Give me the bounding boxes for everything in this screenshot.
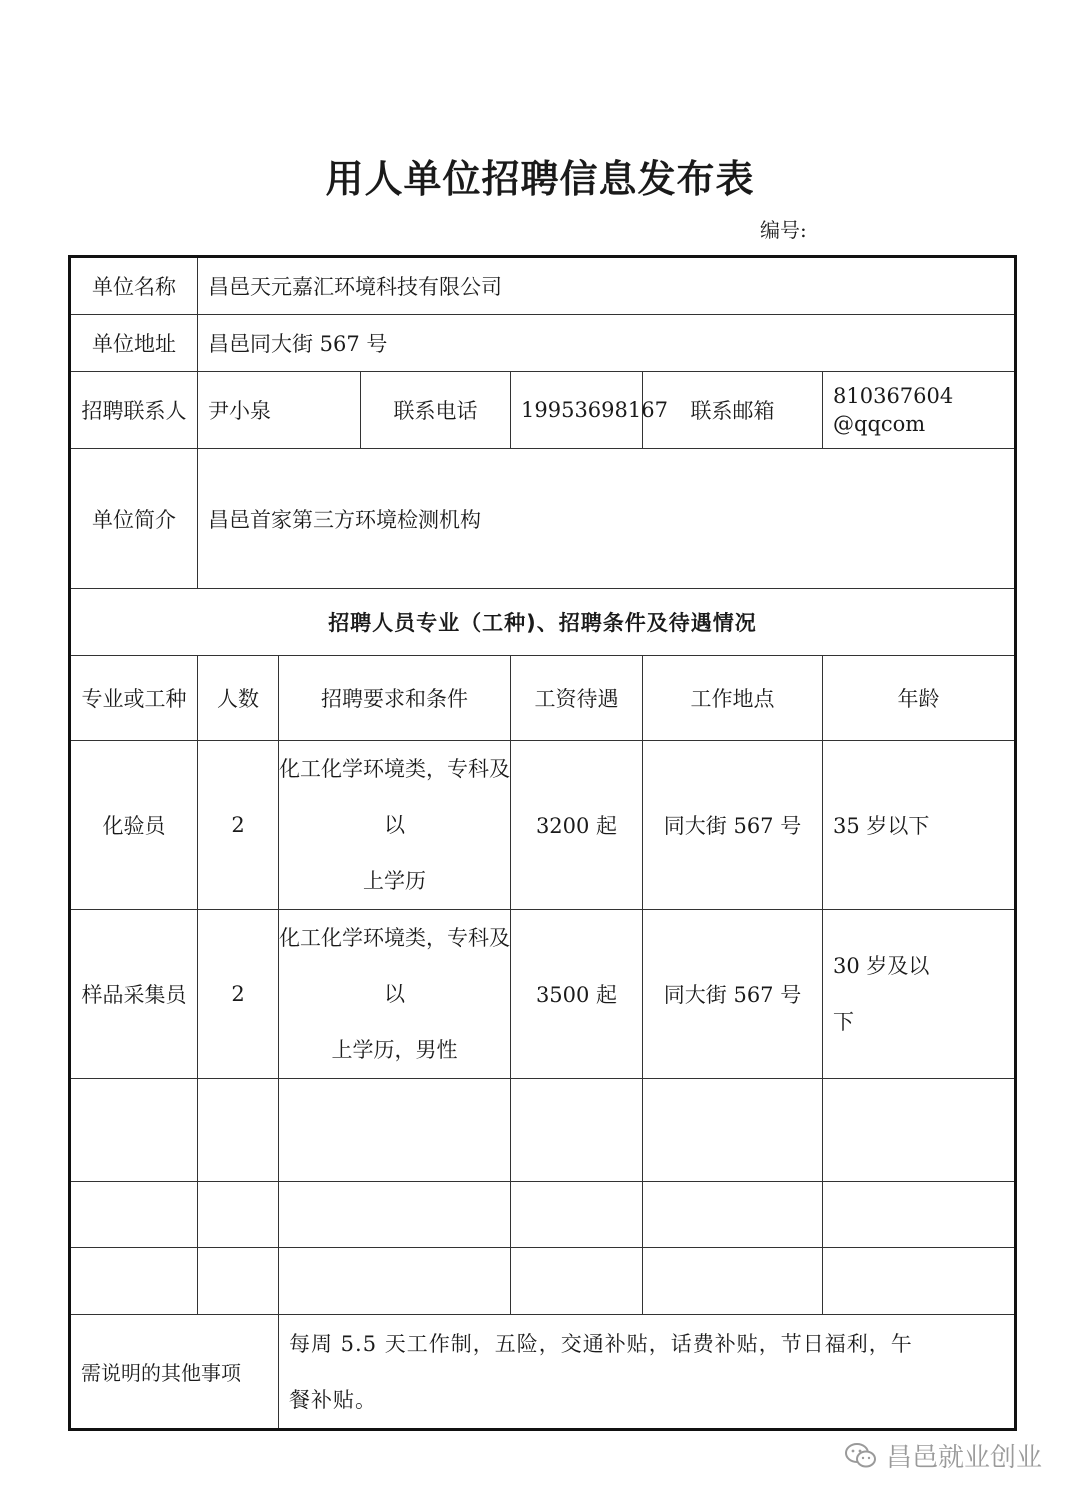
notes-row	[70, 1315, 1016, 1430]
empty-cell	[70, 1248, 198, 1315]
company-intro-label: 单位简介	[70, 449, 198, 589]
empty-cell	[823, 1079, 1016, 1182]
company-intro-value: 昌邑首家第三方环境检测机构	[198, 449, 1016, 589]
form-number-label: 编号:	[760, 218, 807, 242]
empty-cell	[643, 1248, 823, 1315]
email-value	[823, 372, 1016, 449]
watermark	[844, 1437, 1042, 1474]
company-address-value: 昌邑同大街 567 号	[198, 315, 1016, 372]
empty-job-row	[70, 1182, 1016, 1248]
notes-value	[279, 1315, 1016, 1430]
empty-cell	[823, 1248, 1016, 1315]
job-age-line-1: 30 岁及以	[833, 954, 930, 978]
empty-cell	[70, 1182, 198, 1248]
header-salary: 工资待遇	[511, 656, 643, 741]
empty-cell	[643, 1079, 823, 1182]
empty-cell	[643, 1182, 823, 1248]
jobs-header-row	[70, 656, 1016, 741]
job-age-line-1: 35 岁以下	[833, 814, 930, 838]
empty-cell	[198, 1248, 279, 1315]
company-name-row	[70, 257, 1016, 315]
job-position: 样品采集员	[70, 910, 198, 1079]
job-count: 2	[198, 741, 279, 910]
notes-line-2: 餐补贴。	[289, 1387, 377, 1412]
header-position: 专业或工种	[70, 656, 198, 741]
empty-job-row	[70, 1079, 1016, 1182]
job-count: 2	[198, 910, 279, 1079]
job-requirements	[279, 741, 511, 910]
contact-value: 尹小泉	[198, 372, 361, 449]
header-location: 工作地点	[643, 656, 823, 741]
empty-cell	[511, 1248, 643, 1315]
email-label: 联系邮箱	[643, 372, 823, 449]
section-title-row	[70, 589, 1016, 656]
job-requirements-line-2: 上学历，男性	[331, 1038, 458, 1062]
job-row	[70, 741, 1016, 910]
empty-cell	[279, 1079, 511, 1182]
section-title: 招聘人员专业（工种)、招聘条件及待遇情况	[70, 589, 1016, 656]
empty-cell	[823, 1182, 1016, 1248]
wechat-icon	[844, 1442, 878, 1470]
empty-cell	[70, 1079, 198, 1182]
job-requirements-line-2: 上学历	[363, 869, 426, 893]
header-requirements: 招聘要求和条件	[279, 656, 511, 741]
notes-line-1: 每周 5.5 天工作制，五险，交通补贴，话费补贴，节日福利，午	[289, 1331, 913, 1356]
header-age: 年龄	[823, 656, 1016, 741]
page-title: 用人单位招聘信息发布表	[325, 157, 755, 201]
job-position: 化验员	[70, 741, 198, 910]
phone-value: 19953698167	[511, 372, 643, 449]
empty-cell	[511, 1182, 643, 1248]
job-salary: 3200 起	[511, 741, 643, 910]
job-requirements-line-1: 化工化学环境类，专科及以	[279, 926, 510, 1006]
company-intro-row	[70, 449, 1016, 589]
empty-cell	[511, 1079, 643, 1182]
phone-label: 联系电话	[361, 372, 511, 449]
job-age-line-2: 下	[833, 1010, 854, 1034]
company-name-label: 单位名称	[70, 257, 198, 315]
job-row	[70, 910, 1016, 1079]
job-location: 同大街 567 号	[643, 741, 823, 910]
job-age	[823, 910, 1016, 1079]
header-count: 人数	[198, 656, 279, 741]
email-line-2: @qqcom	[833, 412, 926, 436]
empty-cell	[279, 1248, 511, 1315]
job-location: 同大街 567 号	[643, 910, 823, 1079]
empty-cell	[279, 1182, 511, 1248]
empty-cell	[198, 1182, 279, 1248]
job-age	[823, 741, 1016, 910]
email-line-1: 810367604	[833, 384, 954, 408]
empty-job-row	[70, 1248, 1016, 1315]
contact-row	[70, 372, 1016, 449]
job-requirements	[279, 910, 511, 1079]
job-salary: 3500 起	[511, 910, 643, 1079]
notes-label: 需说明的其他事项	[70, 1315, 279, 1430]
recruitment-form-table	[68, 255, 1017, 1431]
contact-label: 招聘联系人	[70, 372, 198, 449]
job-requirements-line-1: 化工化学环境类，专科及以	[279, 757, 510, 837]
company-address-row	[70, 315, 1016, 372]
empty-cell	[198, 1079, 279, 1182]
watermark-text: 昌邑就业创业	[885, 1443, 1042, 1473]
company-name-value: 昌邑天元嘉汇环境科技有限公司	[198, 257, 1016, 315]
company-address-label: 单位地址	[70, 315, 198, 372]
